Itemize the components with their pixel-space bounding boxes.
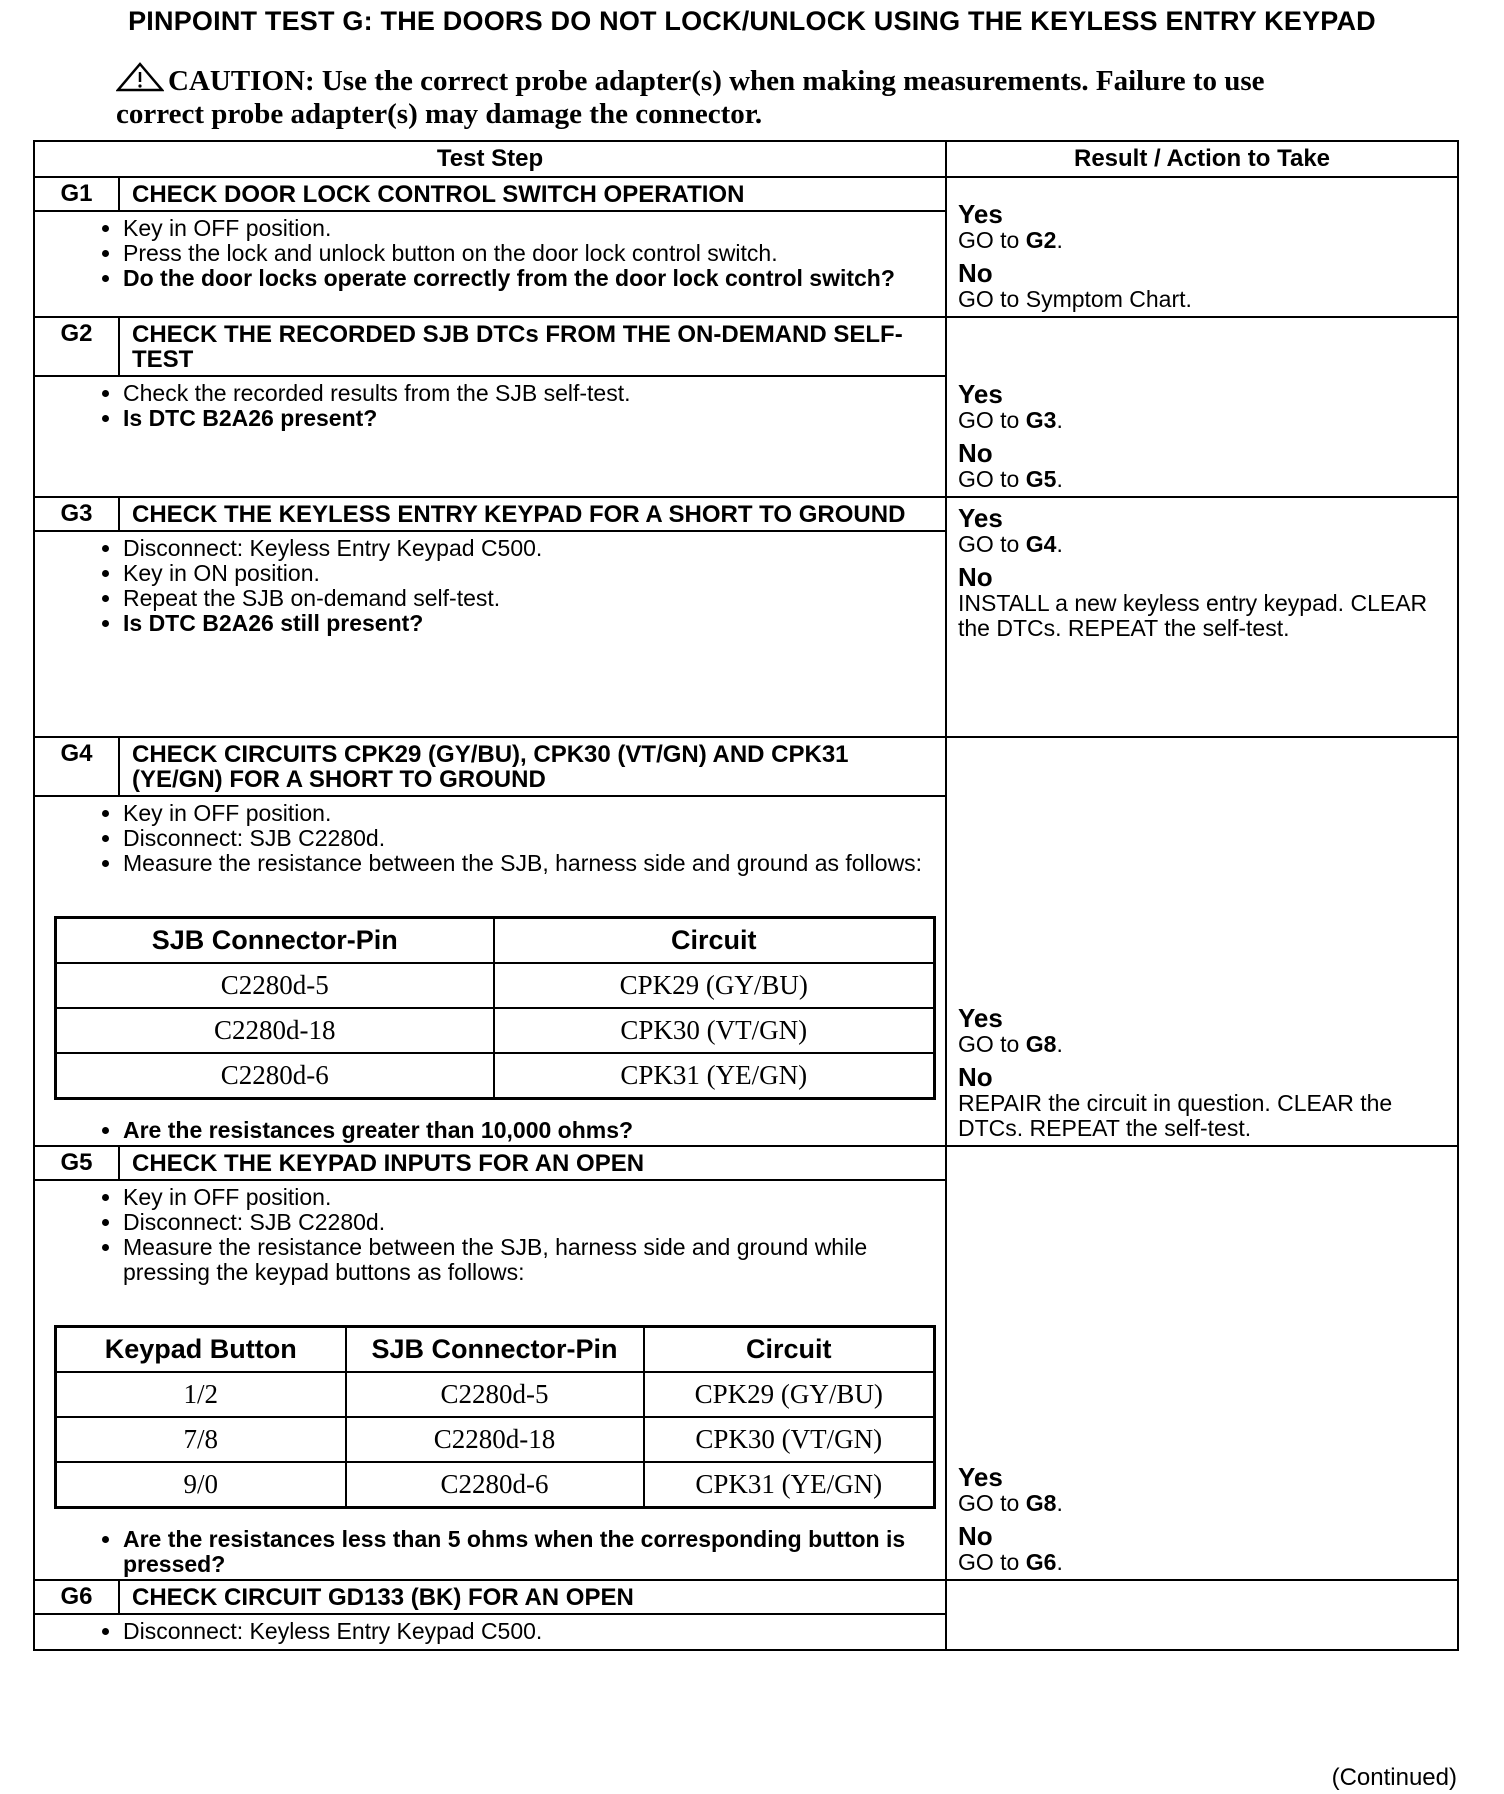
list-item: • Key in ON position. bbox=[123, 561, 937, 586]
no-label: No bbox=[958, 438, 993, 468]
list-item: • Disconnect: Keyless Entry Keypad C500. bbox=[123, 1619, 937, 1644]
list-item: • Check the recorded results from the SJB self-test. bbox=[123, 381, 937, 406]
step-heading: CHECK THE KEYLESS ENTRY KEYPAD FOR A SHORT TO GROUND bbox=[119, 497, 946, 531]
step-question: • Is DTC B2A26 still present? bbox=[123, 611, 937, 636]
table-cell: C2280d-6 bbox=[56, 1053, 494, 1099]
step-body bbox=[34, 796, 946, 1146]
no-label: No bbox=[958, 258, 993, 288]
step-question: • Do the door locks operate correctly from the door lock control switch? bbox=[123, 266, 937, 291]
table-header-row bbox=[34, 141, 1458, 177]
table-cell: CPK29 (GY/BU) bbox=[494, 963, 935, 1008]
no-action: GO to G5. bbox=[958, 466, 1063, 492]
step-id: G6 bbox=[34, 1580, 119, 1614]
yes-label: Yes bbox=[958, 1462, 1003, 1492]
table-cell: CPK30 (VT/GN) bbox=[644, 1417, 935, 1462]
table-header-row bbox=[56, 918, 935, 964]
step-heading: CHECK THE RECORDED SJB DTCs FROM THE ON-DEMAND SELF-TEST bbox=[119, 317, 946, 376]
keypad-input-table bbox=[54, 1325, 936, 1509]
yes-label: Yes bbox=[958, 379, 1003, 409]
step-body bbox=[34, 1614, 946, 1650]
step-heading-row bbox=[34, 737, 1458, 796]
step-heading: CHECK CIRCUIT GD133 (BK) FOR AN OPEN bbox=[119, 1580, 946, 1614]
step-id: G5 bbox=[34, 1146, 119, 1180]
no-label: No bbox=[958, 1521, 993, 1551]
table-cell: C2280d-5 bbox=[56, 963, 494, 1008]
step-result bbox=[946, 737, 1458, 1146]
step-question: • Is DTC B2A26 present? bbox=[123, 406, 937, 431]
list-item: • Key in OFF position. bbox=[123, 216, 937, 241]
list-item: • Disconnect: Keyless Entry Keypad C500. bbox=[123, 536, 937, 561]
table-row bbox=[56, 963, 935, 1008]
table-header-row bbox=[56, 1327, 935, 1373]
step-heading: CHECK CIRCUITS CPK29 (GY/BU), CPK30 (VT/GN) AND CPK31 (YE/GN) FOR A SHORT TO GROUND bbox=[119, 737, 946, 796]
page-title: PINPOINT TEST G: THE DOORS DO NOT LOCK/UNLOCK USING THE KEYLESS ENTRY KEYPAD bbox=[128, 6, 1376, 36]
step-heading-row bbox=[34, 497, 1458, 531]
step-result bbox=[946, 1146, 1458, 1580]
step-id: G3 bbox=[34, 497, 119, 531]
header-result: Result / Action to Take bbox=[946, 141, 1458, 177]
step-heading-row bbox=[34, 317, 1458, 376]
warning-triangle-icon bbox=[116, 62, 164, 92]
table-row bbox=[56, 1053, 935, 1099]
step-result bbox=[946, 177, 1458, 317]
column-header: Circuit bbox=[644, 1327, 935, 1373]
table-cell: CPK29 (GY/BU) bbox=[644, 1372, 935, 1417]
step-body bbox=[34, 531, 946, 737]
table-cell: 7/8 bbox=[56, 1417, 346, 1462]
yes-label: Yes bbox=[958, 199, 1003, 229]
no-action: INSTALL a new keyless entry keypad. CLEAR the DTCs. REPEAT the self-test. bbox=[958, 590, 1428, 641]
yes-action: GO to G8. bbox=[958, 1031, 1063, 1057]
list-item: • Key in OFF position. bbox=[123, 801, 937, 826]
no-action: REPAIR the circuit in question. CLEAR the DTCs. REPEAT the self-test. bbox=[958, 1090, 1393, 1141]
list-item: • Measure the resistance between the SJB, harness side and ground as follows: bbox=[123, 851, 937, 876]
continued-label: (Continued) bbox=[1331, 1764, 1457, 1791]
yes-label: Yes bbox=[958, 503, 1003, 533]
yes-action: GO to G2. bbox=[958, 227, 1063, 253]
list-item: • Key in OFF position. bbox=[123, 1185, 937, 1210]
table-cell: C2280d-6 bbox=[346, 1462, 644, 1508]
step-heading-row bbox=[34, 177, 1458, 211]
step-result bbox=[946, 497, 1458, 737]
list-item: • Disconnect: SJB C2280d. bbox=[123, 826, 937, 851]
yes-action: GO to G4. bbox=[958, 531, 1063, 557]
yes-action: GO to G3. bbox=[958, 407, 1063, 433]
table-cell: C2280d-18 bbox=[346, 1417, 644, 1462]
table-row bbox=[56, 1417, 935, 1462]
no-label: No bbox=[958, 562, 993, 592]
no-action: GO to G6. bbox=[958, 1549, 1063, 1575]
step-heading: CHECK THE KEYPAD INPUTS FOR AN OPEN bbox=[119, 1146, 946, 1180]
table-row bbox=[56, 1462, 935, 1508]
column-header: Circuit bbox=[494, 918, 935, 964]
resistance-table bbox=[54, 916, 936, 1100]
list-item: • Disconnect: SJB C2280d. bbox=[123, 1210, 937, 1235]
pinpoint-test-table bbox=[33, 140, 1459, 1651]
table-cell: CPK30 (VT/GN) bbox=[494, 1008, 935, 1053]
caution-text: CAUTION: Use the correct probe adapter(s) when making measurements. Failure to use correct probe adapter(s) may damage the connector. bbox=[116, 65, 1265, 130]
step-question: • Are the resistances less than 5 ohms when the corresponding button is pressed? bbox=[123, 1527, 937, 1577]
step-body bbox=[34, 211, 946, 317]
table-cell: 9/0 bbox=[56, 1462, 346, 1508]
no-action: GO to Symptom Chart. bbox=[958, 286, 1192, 312]
step-heading-row bbox=[34, 1146, 1458, 1180]
yes-action: GO to G8. bbox=[958, 1490, 1063, 1516]
list-item: • Repeat the SJB on-demand self-test. bbox=[123, 586, 937, 611]
column-header: SJB Connector-Pin bbox=[56, 918, 494, 964]
list-item: • Press the lock and unlock button on the door lock control switch. bbox=[123, 241, 937, 266]
step-heading: CHECK DOOR LOCK CONTROL SWITCH OPERATION bbox=[119, 177, 946, 211]
step-id: G2 bbox=[34, 317, 119, 376]
caution-note bbox=[116, 62, 1346, 131]
table-row bbox=[56, 1008, 935, 1053]
step-id: G4 bbox=[34, 737, 119, 796]
table-cell: CPK31 (YE/GN) bbox=[644, 1462, 935, 1508]
table-cell: C2280d-18 bbox=[56, 1008, 494, 1053]
step-question: • Are the resistances greater than 10,000 ohms? bbox=[123, 1118, 937, 1143]
column-header: SJB Connector-Pin bbox=[346, 1327, 644, 1373]
yes-label: Yes bbox=[958, 1003, 1003, 1033]
step-body bbox=[34, 376, 946, 497]
list-item: • Measure the resistance between the SJB, harness side and ground while pressing the keypad buttons as follows: bbox=[123, 1235, 937, 1285]
step-id: G1 bbox=[34, 177, 119, 211]
header-test-step: Test Step bbox=[34, 141, 946, 177]
step-result bbox=[946, 1580, 1458, 1650]
table-cell: 1/2 bbox=[56, 1372, 346, 1417]
column-header: Keypad Button bbox=[56, 1327, 346, 1373]
step-heading-row bbox=[34, 1580, 1458, 1614]
step-result bbox=[946, 317, 1458, 497]
table-row bbox=[56, 1372, 935, 1417]
table-cell: C2280d-5 bbox=[346, 1372, 644, 1417]
no-label: No bbox=[958, 1062, 993, 1092]
step-body bbox=[34, 1180, 946, 1580]
table-cell: CPK31 (YE/GN) bbox=[494, 1053, 935, 1099]
